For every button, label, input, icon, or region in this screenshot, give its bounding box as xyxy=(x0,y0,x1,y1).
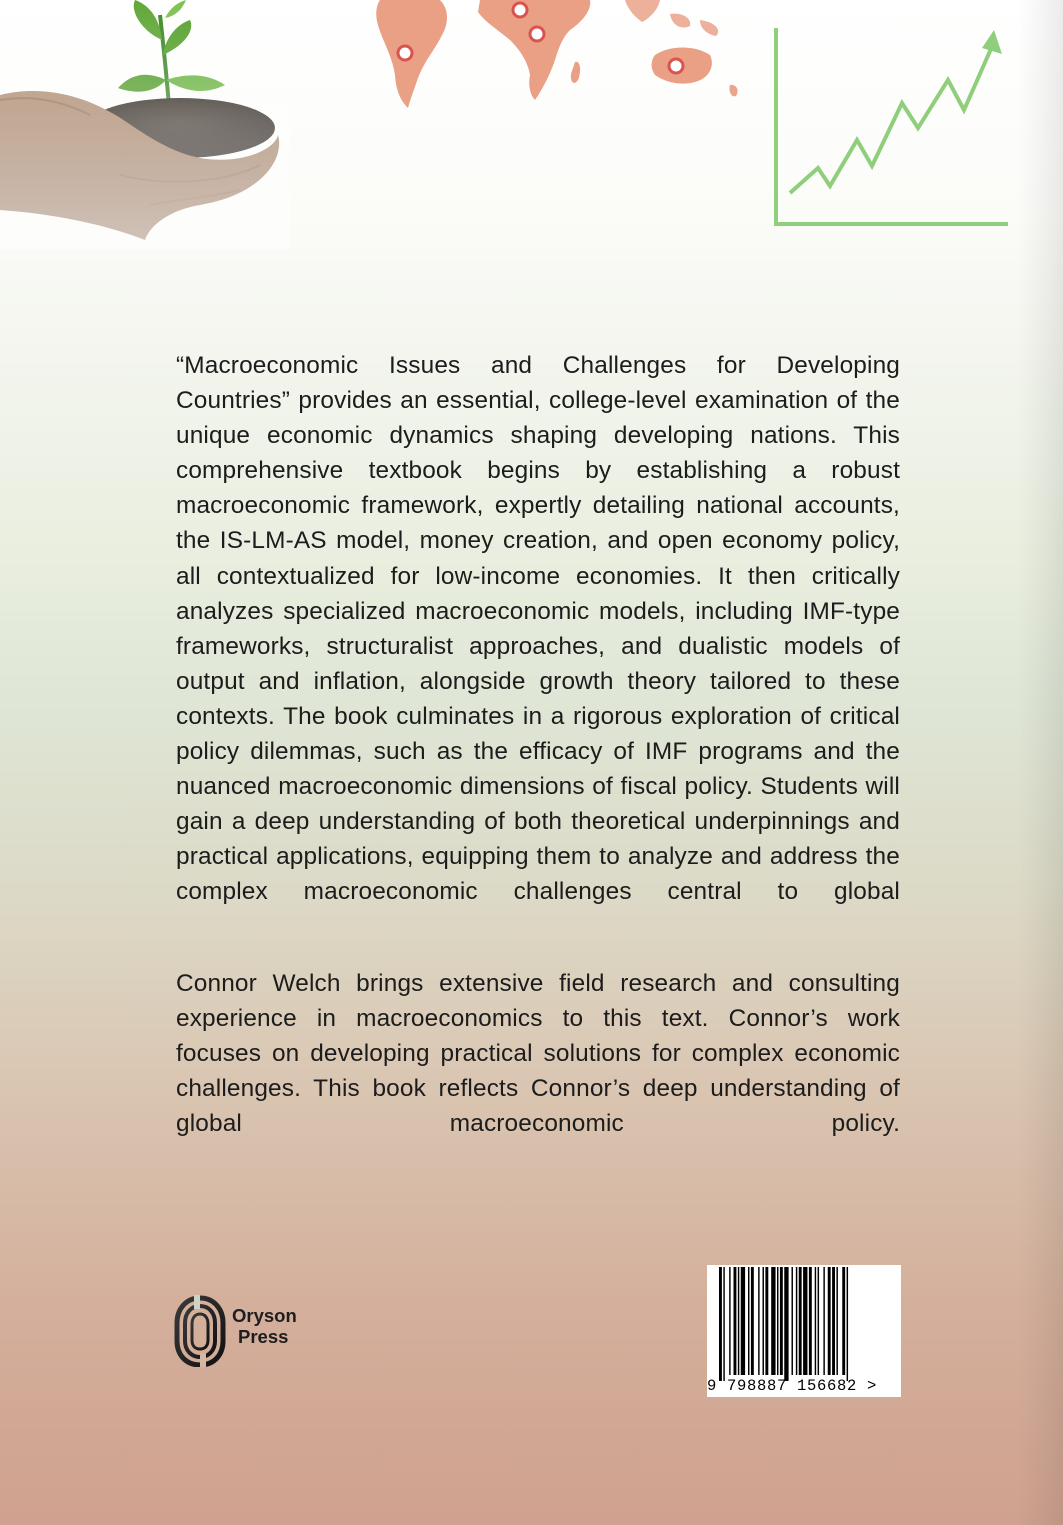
publisher-name-line1: Oryson xyxy=(232,1305,297,1326)
world-map-image xyxy=(370,0,770,110)
spine-shadow xyxy=(1017,0,1063,1525)
publisher-name xyxy=(232,1305,297,1347)
oryson-press-logo xyxy=(174,1295,226,1367)
map-pin-icon xyxy=(398,46,412,60)
publisher-name-line2: Press xyxy=(238,1326,289,1347)
map-pin-icon xyxy=(530,27,544,41)
plant-in-hands-image xyxy=(0,0,290,250)
publisher-logo xyxy=(174,1295,314,1370)
map-pin-icon xyxy=(669,59,683,73)
isbn-barcode xyxy=(707,1265,901,1397)
barcode-digits: 9 798887 156682 > xyxy=(707,1377,878,1395)
map-pin-icon xyxy=(513,3,527,17)
growth-chart-icon xyxy=(772,28,1012,233)
book-description: “Macroeconomic Issues and Challenges for Developing Countries” provides an essential, college-level examination of the unique economic dynamics shaping developing nations. This comprehensive textbook begins by establishing a robust macroeconomic framework, expertly detailing national accounts, the IS-LM-AS model, money creation, and open economy policy, all contextualized for low-income economies. It then critically analyzes specialized macroeconomic models, including IMF-type frameworks, structuralist approaches, and dualistic models of output and inflation, alongside growth theory tailored to these contexts. The book culminates in a rigorous exploration of critical policy dilemmas, such as the efficacy of IMF programs and the nuanced macroeconomic dimensions of fiscal policy. Students will gain a deep understanding of both theoretical underpinnings and practical applications, equipping them to analyze and address the complex macroeconomic challenges central to global xyxy=(176,352,900,906)
author-bio: Connor Welch brings extensive field research and consulting experience in macroeconomics to this text. Connor’s work focuses on developing practical solutions for complex economic challenges. This book reflects Connor’s deep understanding of global macroeconomic policy. xyxy=(176,970,900,1138)
